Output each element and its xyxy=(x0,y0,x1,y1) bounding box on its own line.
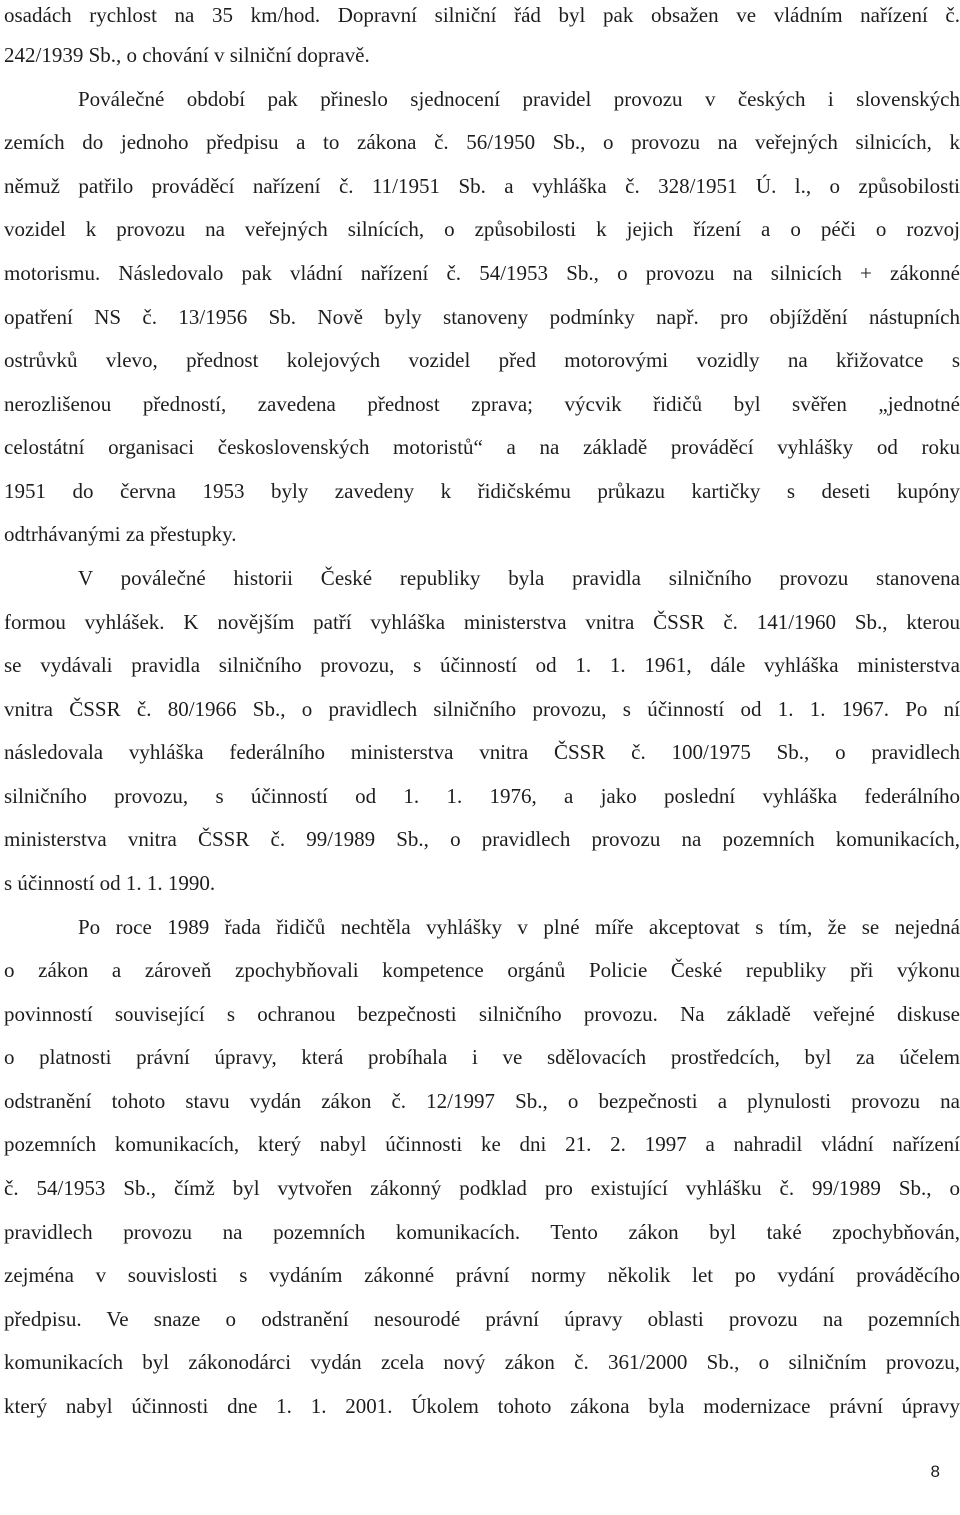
text-line: ministerstva vnitra ČSSR č. 99/1989 Sb., o pravidlech provozu na pozemních komunikacích, xyxy=(4,827,960,851)
text-line: 1951 do června 1953 byly zavedeny k řidičskému průkazu kartičky s deseti kupóny xyxy=(4,479,960,503)
paragraph-first-line: Po roce 1989 řada řidičů nechtěla vyhlášky v plné míře akceptovat s tím, že se nejedná xyxy=(78,915,960,939)
page-number: 8 xyxy=(930,1462,940,1481)
paragraph-first-line: V poválečné historii České republiky byla pravidla silničního provozu stanovena xyxy=(78,566,960,590)
text-line: který nabyl účinnosti dne 1. 1. 2001. Úkolem tohoto zákona byla modernizace právní úpravy xyxy=(4,1394,960,1418)
text-line: motorismu. Následovalo pak vládní nařízení č. 54/1953 Sb., o provozu na silnicích + zákonné xyxy=(4,261,960,285)
text-line: 242/1939 Sb., o chování v silniční dopravě. xyxy=(4,43,370,67)
text-line: silničního provozu, s účinností od 1. 1. 1976, a jako poslední vyhláška federálního xyxy=(4,784,960,808)
text-line: osadách rychlost na 35 km/hod. Dopravní silniční řád byl pak obsažen ve vládním nařízení č. xyxy=(4,3,960,27)
text-line: s účinností od 1. 1. 1990. xyxy=(4,871,216,895)
text-line: zemích do jednoho předpisu a to zákona č. 56/1950 Sb., o provozu na veřejných silnicích, k xyxy=(4,130,960,154)
text-line: komunikacích byl zákonodárci vydán zcela nový zákon č. 361/2000 Sb., o silničním provozu, xyxy=(4,1350,960,1374)
text-line: nerozlišenou předností, zavedena přednost zprava; výcvik řidičů byl svěřen „jednotné xyxy=(4,392,960,416)
text-line: ostrůvků vlevo, přednost kolejových vozidel před motorovými vozidly na křižovatce s xyxy=(4,348,960,372)
text-line: předpisu. Ve snaze o odstranění nesourodé právní úpravy oblasti provozu na pozemních xyxy=(4,1307,960,1331)
text-line: zejména v souvislosti s vydáním zákonné právní normy několik let po vydání prováděcího xyxy=(4,1263,960,1287)
text-line: opatření NS č. 13/1956 Sb. Nově byly stanoveny podmínky např. pro objíždění nástupních xyxy=(4,305,960,329)
text-line: pravidlech provozu na pozemních komunikacích. Tento zákon byl také zpochybňován, xyxy=(4,1220,960,1244)
text-line: o zákon a zároveň zpochybňovali kompetence orgánů Policie České republiky při výkonu xyxy=(4,958,960,982)
text-line: o platnosti právní úpravy, která probíhala i ve sdělovacích prostředcích, byl za účelem xyxy=(4,1045,960,1069)
text-line: následovala vyhláška federálního ministerstva vnitra ČSSR č. 100/1975 Sb., o pravidlech xyxy=(4,740,960,764)
text-line: formou vyhlášek. K novějším patří vyhláška ministerstva vnitra ČSSR č. 141/1960 Sb., kterou xyxy=(4,610,960,634)
text-line: č. 54/1953 Sb., čímž byl vytvořen zákonný podklad pro existující vyhlášku č. 99/1989 Sb., o xyxy=(4,1176,960,1200)
paragraph-first-line: Poválečné období pak přineslo sjednocení pravidel provozu v českých i slovenských xyxy=(78,87,960,111)
text-line: vnitra ČSSR č. 80/1966 Sb., o pravidlech silničního provozu, s účinností od 1. 1. 1967. Po ní xyxy=(4,697,960,721)
text-line: pozemních komunikacích, který nabyl účinnosti ke dni 21. 2. 1997 a nahradil vládní nařízení xyxy=(4,1132,960,1156)
text-line: se vydávali pravidla silničního provozu, s účinností od 1. 1. 1961, dále vyhláška ministerstva xyxy=(4,653,960,677)
text-line: odtrhávanými za přestupky. xyxy=(4,522,237,546)
text-line: vozidel k provozu na veřejných silnících, o způsobilosti k jejich řízení a o péči o rozvoj xyxy=(4,217,960,241)
text-line: němuž patřilo prováděcí nařízení č. 11/1951 Sb. a vyhláška č. 328/1951 Ú. l., o způsobilosti xyxy=(4,174,960,198)
text-line: odstranění tohoto stavu vydán zákon č. 12/1997 Sb., o bezpečnosti a plynulosti provozu na xyxy=(4,1089,960,1113)
text-line: povinností související s ochranou bezpečnosti silničního provozu. Na základě veřejné diskuse xyxy=(4,1002,960,1026)
text-line: celostátní organisaci československých motoristů“ a na základě prováděcí vyhlášky od roku xyxy=(4,435,960,459)
